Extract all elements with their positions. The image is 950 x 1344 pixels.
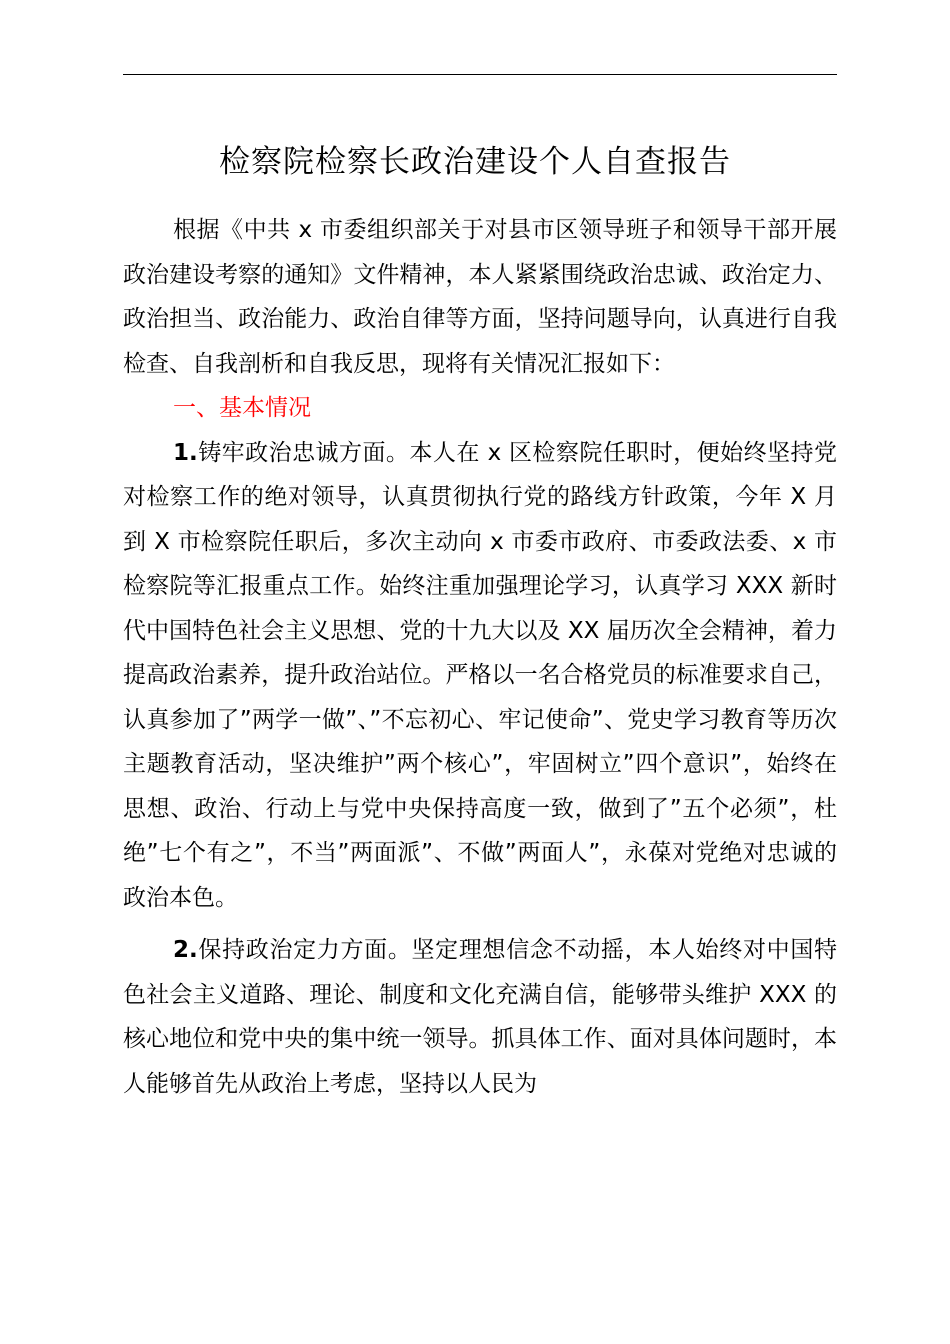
header-rule: [123, 74, 837, 75]
item-2-paragraph: [123, 928, 837, 1106]
item-2-number: 2.: [173, 937, 198, 963]
item-2-text: 保持政治定力方面。坚定理想信念不动摇，本人始终对中国特色社会主义道路、理论、制度和文化充满自信，能够带头维护 XXX 的核心地位和党中央的集中统一领导。抓具体工作、面对具体问题时，本人能够首先从政治上考虑，坚持以人民为: [123, 937, 837, 1097]
item-1-number: 1.: [173, 439, 198, 466]
intro-paragraph: 根据《中共 x 市委组织部关于对县市区领导班子和领导干部开展政治建设考察的通知》文件精神，本人紧紧围绕政治忠诚、政治定力、政治担当、政治能力、政治自律等方面，坚持问题导向，认真进行自我检查、自我剖析和自我反思，现将有关情况汇报如下：: [123, 217, 837, 377]
item-1-paragraph: [123, 431, 837, 921]
section-heading-basic-situation: 一、基本情况: [173, 395, 311, 421]
document-title: 检察院检察长政治建设个人自查报告: [219, 144, 731, 180]
item-1-text: 铸牢政治忠诚方面。本人在 x 区检察院任职时，便始终坚持党对检察工作的绝对领导，认真贯彻执行党的路线方针政策，今年 X 月到 X 市检察院任职后，多次主动向 x 市委市政府、市委政法委、x 市检察院等汇报重点工作。始终注重加强理论学习，认真学习 XXX 新时代中国特色社会主义思想、党的十九大以及 XX 届历次全会精神，着力提高政治素养，提升政治站位。严格以一名合格党员的标准要求自己，认真参加了”两学一做”、”不忘初心、牢记使命”、党史学习教育等历次主题教育活动，坚决维护”两个核心”，牢固树立”四个意识”，始终在思想、政治、行动上与党中央保持高度一致，做到了”五个必须”，杜绝”七个有之”，不当”两面派”、不做”两面人”，永葆对党绝对忠诚的政治本色。: [123, 439, 837, 911]
document-body: [123, 208, 837, 1106]
